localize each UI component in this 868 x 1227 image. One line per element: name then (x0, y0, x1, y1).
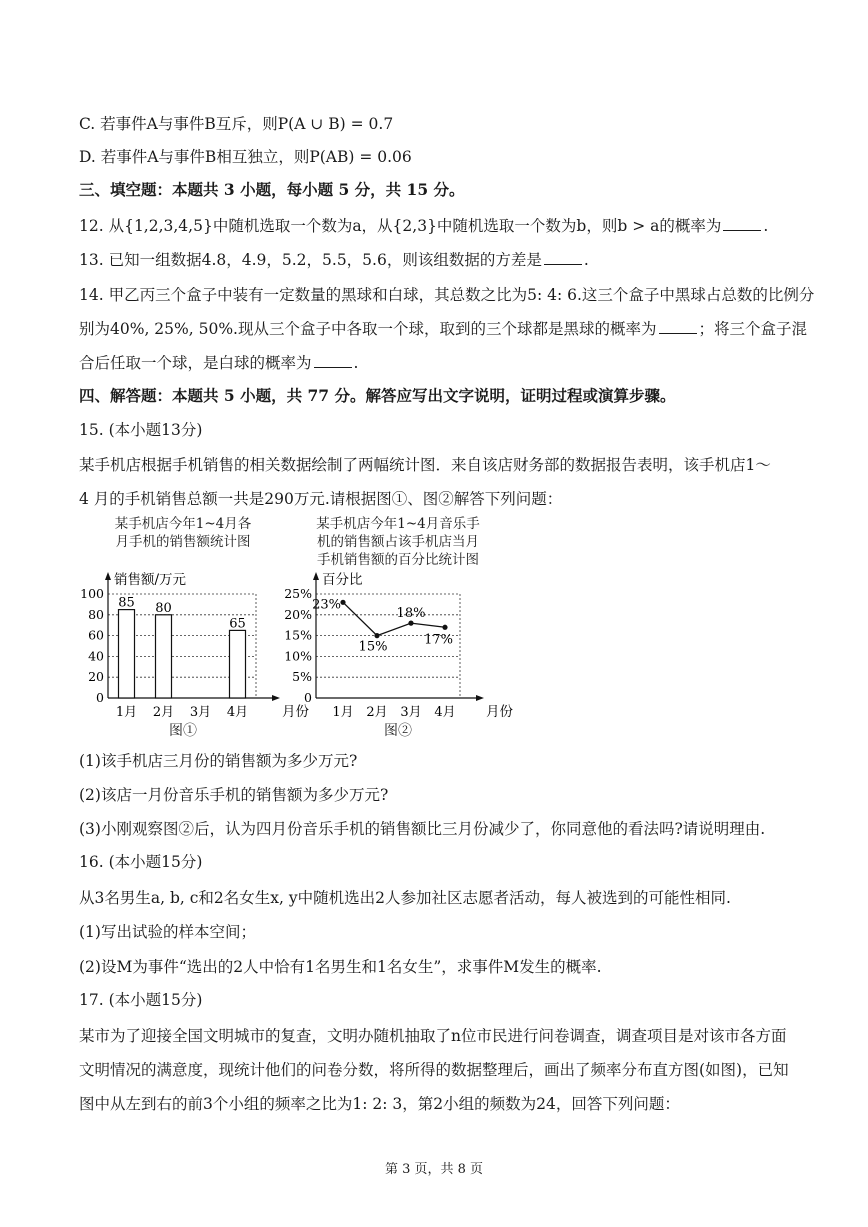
y-tick-label: 0 (304, 690, 312, 705)
question-14-line-3: 合后任取一个球，是白球的概率为 . (79, 354, 359, 372)
x-axis-label: 月份 (282, 704, 309, 720)
question-17-header: 17. (本小题15分) (79, 991, 203, 1009)
section-4-heading: 四、解答题：本题共 5 小题，共 77 分。解答应写出文字说明，证明过程或演算步骤。 (79, 386, 676, 405)
question-16-part-1: (1)写出试验的样本空间； (79, 923, 256, 941)
y-tick-label: 25% (284, 586, 312, 601)
option-c: C. 若事件A与事件B互斥，则P(A ∪ B) = 0.7 (79, 115, 394, 133)
y-tick-label: 10% (284, 648, 312, 664)
question-15-line-1: 某手机店根据手机销售的相关数据绘制了两幅统计图．来自该店财务部的数据报告表明，该手机店1～ (79, 456, 771, 474)
chart-1-caption: 图① (169, 723, 197, 739)
bar (119, 610, 135, 698)
chart-2-caption: 图② (384, 723, 412, 739)
x-axis-arrow (476, 695, 484, 701)
x-axis-label: 月份 (486, 704, 513, 720)
y-tick-label: 100 (80, 586, 104, 601)
question-15-line-2: 4 月的手机销售总额一共是290万元.请根据图①、图②解答下列问题： (79, 490, 563, 508)
bar (156, 615, 172, 698)
point-data-label: 17% (424, 632, 453, 648)
y-tick-label: 20 (88, 669, 104, 685)
y-axis-label: 百分比 (322, 572, 363, 588)
bar-data-label: 65 (229, 616, 246, 632)
question-15-part-1: (1)该手机店三月份的销售额为多少万元? (79, 752, 358, 770)
y-tick-label: 40 (88, 648, 104, 664)
point-data-label: 18% (396, 606, 426, 622)
y-tick-label: 20% (284, 606, 312, 622)
question-14-line-2: 别为40%, 25%, 50%.现从三个盒子中各取一个球，取到的三个球都是黑球的概率为 ；将三个盒子混 (79, 320, 808, 338)
x-tick-label: 3月 (400, 705, 422, 720)
bar-data-label: 80 (155, 600, 172, 616)
question-16-header: 16. (本小题15分) (79, 853, 203, 871)
question-14-line-1: 14. 甲乙丙三个盒子中装有一定数量的黑球和白球，其总数之比为5: 4: 6.这三个盒子中黑球占总数的比例分 (79, 286, 815, 304)
data-point (442, 625, 447, 630)
chart-2-title: 某手机店今年1~4月音乐手 机的销售额占该手机店当月 手机销售额的百分比统计图 (316, 516, 480, 568)
question-15-header: 15. (本小题13分) (79, 421, 203, 439)
answer-blank (544, 250, 582, 265)
y-tick-label: 15% (284, 627, 312, 643)
y-tick-label: 60 (88, 627, 104, 643)
answer-blank (314, 353, 352, 368)
page-footer: 第 3 页，共 8 页 (384, 1162, 484, 1177)
y-axis-arrow (105, 572, 111, 580)
y-axis-label: 销售额/万元 (114, 572, 187, 588)
y-axis-arrow (313, 572, 319, 580)
y-tick-label: 5% (292, 669, 312, 685)
x-tick-label: 3月 (189, 705, 212, 720)
series-line (343, 602, 445, 635)
line-chart (282, 566, 513, 746)
question-12: 12. 从{1,2,3,4,5}中随机选取一个数为a，从{2,3}中随机选取一个数为b，则b > a的概率为 . (79, 217, 769, 235)
x-tick-label: 4月 (226, 705, 249, 720)
y-tick-label: 80 (88, 606, 104, 622)
x-tick-label: 2月 (366, 705, 388, 720)
x-tick-label: 1月 (332, 705, 354, 720)
x-tick-label: 2月 (152, 705, 175, 720)
bar-chart (70, 566, 309, 746)
question-17-line-2: 文明情况的满意度，现统计他们的问卷分数，将所得的数据整理后，画出了频率分布直方图(如图)，已知 (79, 1061, 789, 1079)
bar-data-label: 85 (118, 595, 135, 611)
point-data-label: 15% (358, 639, 388, 655)
option-d: D. 若事件A与事件B相互独立，则P(AB) = 0.06 (79, 148, 412, 166)
answer-blank (723, 216, 761, 231)
question-16-line-1: 从3名男生a, b, c和2名女生x, y中随机选出2人参加社区志愿者活动，每人被选到的可能性相同. (79, 889, 731, 907)
x-tick-label: 1月 (115, 705, 138, 720)
question-13: 13. 已知一组数据4.8，4.9，5.2，5.5，5.6，则该组数据的方差是 . (79, 251, 589, 269)
data-point (374, 633, 379, 638)
bar (230, 630, 246, 698)
data-point (340, 600, 345, 605)
y-tick-label: 0 (96, 690, 104, 705)
section-3-heading: 三、填空题：本题共 3 小题，每小题 5 分，共 15 分。 (79, 180, 465, 199)
point-data-label: 23% (312, 597, 341, 613)
question-15-part-3: (3)小刚观察图②后，认为四月份音乐手机的销售额比三月份减少了，你同意他的看法吗?请说明理由. (79, 820, 766, 838)
answer-blank (659, 319, 697, 334)
question-17-line-1: 某市为了迎接全国文明城市的复查，文明办随机抽取了n位市民进行问卷调查，调查项目是对该市各方面 (79, 1027, 787, 1045)
question-15-part-2: (2)该店一月份音乐手机的销售额为多少万元? (79, 786, 389, 804)
chart-1-title: 某手机店今年1~4月各 月手机的销售额统计图 (114, 516, 252, 550)
question-17-line-3: 图中从左到右的前3个小组的频率之比为1: 2: 3，第2小组的频数为24，回答下列问题： (79, 1095, 680, 1113)
question-16-part-2: (2)设M为事件“选出的2人中恰有1名男生和1名女生”，求事件M发生的概率. (79, 958, 602, 976)
x-axis-arrow (272, 695, 280, 701)
x-tick-label: 4月 (434, 705, 456, 720)
data-point (408, 621, 413, 626)
